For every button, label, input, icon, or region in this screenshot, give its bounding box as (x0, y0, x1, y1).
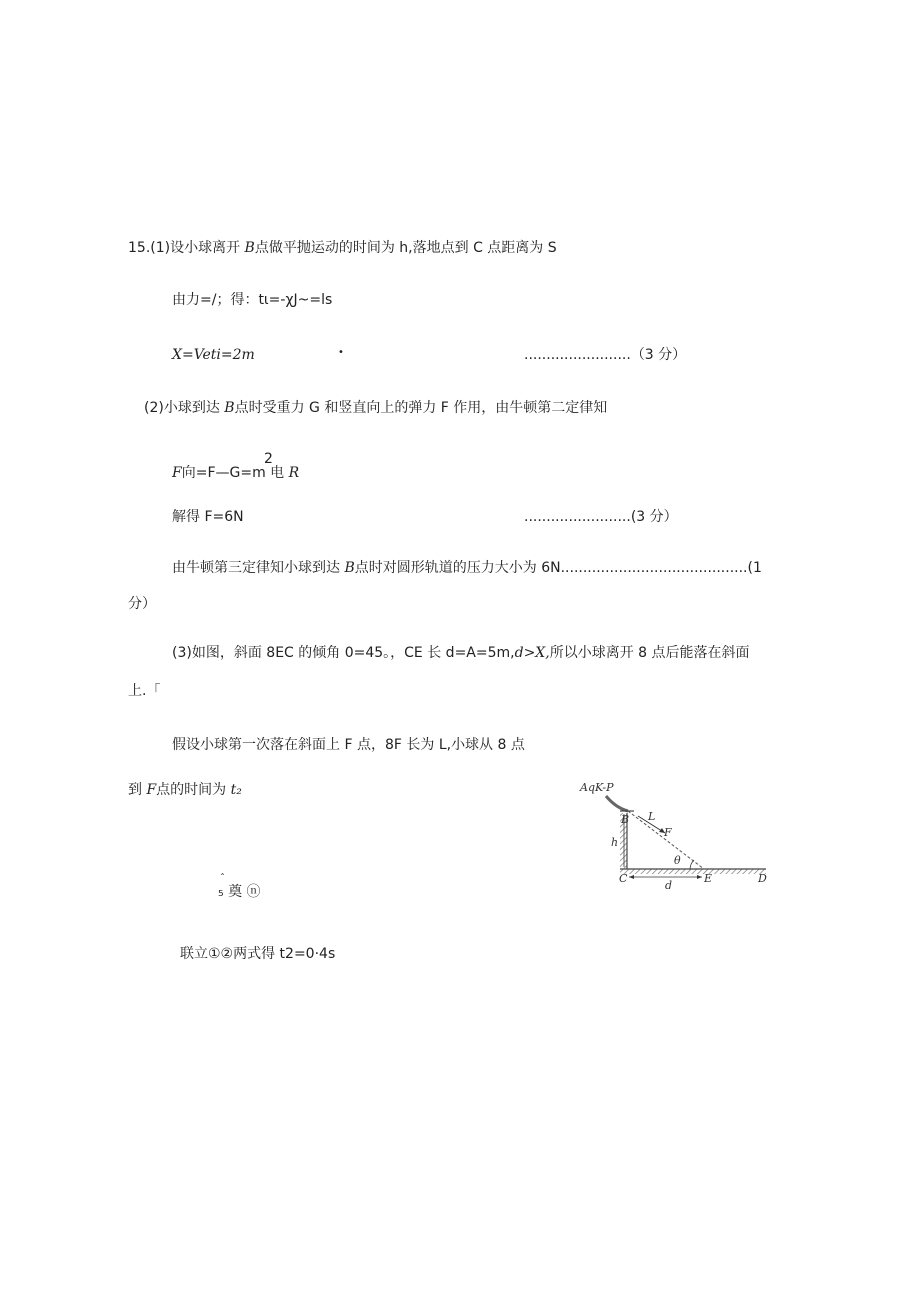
text: (2)小球到达 (144, 400, 225, 416)
score-text: (1 (747, 560, 762, 576)
formula: X=Veti=2m (172, 347, 255, 363)
label-h: h (611, 836, 619, 849)
line-part3 (172, 643, 750, 663)
d-arrow-left (629, 875, 634, 879)
text: ₅ 奠 ⓝ (218, 884, 261, 900)
text: 点做平抛运动的时间为 h,落地点到 C 点距离为 S (254, 240, 557, 256)
score-text: (3 分） (630, 509, 678, 525)
line-third-law (172, 558, 762, 578)
dot-leader: ........................ (524, 347, 631, 363)
incline-diagram (578, 778, 773, 893)
dot-leader: .......................................... (560, 560, 748, 576)
line-part3-cont (128, 681, 160, 701)
var-b: B (224, 400, 235, 416)
text: 由力=/；得：tι=-χJ~=ls (172, 292, 333, 308)
text: 由牛顿第三定律知小球到达 (172, 560, 345, 576)
line-time-t2 (128, 780, 242, 800)
text: 15.(1)设小球离开 (128, 240, 245, 256)
text: 点的时间为 (156, 782, 231, 798)
label-l: L (648, 810, 656, 823)
var-t2: t₂ (230, 782, 242, 798)
dot-leader: ........................ (524, 509, 631, 525)
label-f: F (664, 826, 672, 839)
ground-hatch (620, 869, 766, 874)
text: 向=F—G=m 电 (181, 465, 289, 481)
line-assume (172, 735, 525, 755)
label-c: C (619, 872, 628, 885)
track-arc (606, 796, 628, 811)
line-part2 (144, 398, 607, 418)
line-equation-2 (218, 882, 261, 902)
line-result (180, 944, 335, 964)
line-time-formula (172, 290, 332, 310)
label-e: E (704, 872, 713, 885)
label-dd: D (758, 872, 767, 885)
line-score-cont (128, 594, 156, 614)
score-3b (524, 507, 678, 527)
text: 假设小球第一次落在斜面上 F 点，8F 长为 L,小球从 8 点 (172, 737, 525, 753)
score-text: （3 分） (630, 347, 687, 363)
superscript-2: 2 (264, 451, 273, 467)
line-q15-part1 (128, 238, 557, 258)
var-b: B (244, 240, 255, 256)
text: 点时受重力 G 和竖直向上的弹力 F 作用，由牛顿第二定律知 (234, 400, 608, 416)
var-r: R (288, 465, 300, 481)
label-theta: θ (674, 854, 681, 867)
var-f: F (146, 782, 157, 798)
text: 上.「 (128, 683, 161, 699)
line-newton-eq (172, 463, 299, 483)
text: 到 (128, 782, 147, 798)
text: 解得 F=6N (172, 509, 244, 525)
text: 点时对圆形轨道的压力大小为 6N (354, 560, 561, 576)
var-f: F (172, 465, 182, 481)
inequality: d>X, (514, 645, 550, 661)
line-solve-f (172, 507, 244, 527)
line-x-formula (172, 345, 255, 365)
diagram-caption: AqK-P (580, 781, 614, 794)
d-arrow-right (697, 875, 702, 879)
score-3a (524, 345, 686, 365)
garbled-mark: ˆ (220, 873, 225, 884)
text: 所以小球离开 8 点后能落在斜面 (549, 645, 750, 661)
text: 联立①②两式得 t2=0·4s (180, 946, 336, 962)
text: 分） (128, 596, 156, 612)
incline-line (628, 811, 704, 869)
label-b: B (621, 813, 630, 826)
stray-dot: • (338, 347, 344, 358)
text: (3)如图，斜面 8EC 的倾角 0=45。，CE 长 d=A=5m, (172, 645, 515, 661)
label-d: d (665, 879, 673, 892)
var-b: B (344, 560, 355, 576)
